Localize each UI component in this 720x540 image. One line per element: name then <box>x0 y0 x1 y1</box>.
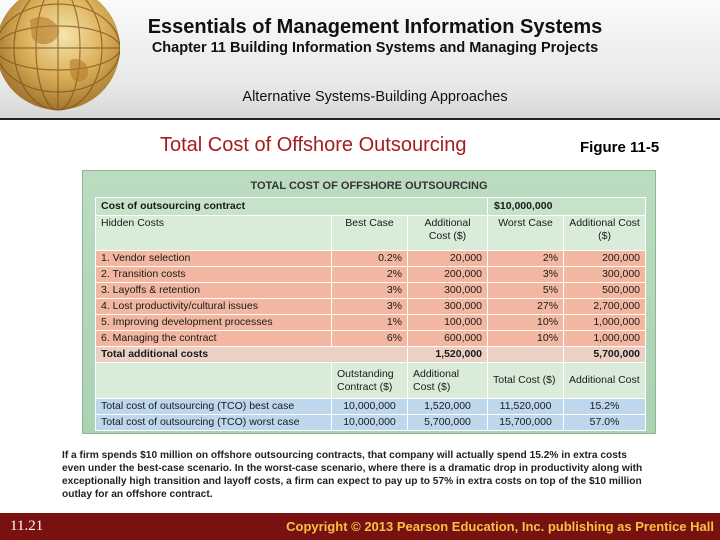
total-worst: 5,700,000 <box>564 347 646 363</box>
row-best-pct: 1% <box>332 315 408 331</box>
contract-cost-row <box>96 198 646 216</box>
cost-table-panel <box>82 170 656 434</box>
figure-caption: If a firm spends $10 million on offshore outsourcing contracts, that company will actually spend 15.2% in extra costs even under the best-case scenario. In the worst-case scenario, where there is a dramatic drop in productivity along with exceptionally high transition and layoff costs, a firm can expect to pay up to 57% in extra costs on top of the $10 million outlay for an offshore contract. <box>62 450 643 500</box>
row-best-cost: 200,000 <box>408 267 488 283</box>
row-best-pct: 0.2% <box>332 251 408 267</box>
row-best-cost: 20,000 <box>408 251 488 267</box>
row-best-cost: 600,000 <box>408 331 488 347</box>
header-additional-pct: Additional Cost <box>564 363 646 399</box>
total-spacer <box>488 347 564 363</box>
table-row <box>96 315 646 331</box>
row-label: 6. Managing the contract <box>96 331 332 347</box>
table-row <box>96 331 646 347</box>
slide-title: Total Cost of Offshore Outsourcing <box>160 134 467 156</box>
total-row <box>96 347 646 363</box>
row-worst-pct: 27% <box>488 299 564 315</box>
row-best-pct: 3% <box>332 283 408 299</box>
table-row <box>96 283 646 299</box>
total-best: 1,520,000 <box>408 347 488 363</box>
contract-label: Cost of outsourcing contract <box>96 198 488 216</box>
tco-contract: 10,000,000 <box>332 415 408 431</box>
row-worst-pct: 5% <box>488 283 564 299</box>
row-label: 1. Vendor selection <box>96 251 332 267</box>
tco-header-blank <box>96 363 332 399</box>
contract-value: $10,000,000 <box>488 198 646 216</box>
tco-best-row <box>96 399 646 415</box>
row-worst-cost: 1,000,000 <box>564 315 646 331</box>
chapter-title: Chapter 11 Building Information Systems and Managing Projects <box>151 40 599 56</box>
header-total-cost: Total Cost ($) <box>488 363 564 399</box>
header-hidden-costs: Hidden Costs <box>96 216 332 251</box>
row-worst-pct: 3% <box>488 267 564 283</box>
row-best-pct: 6% <box>332 331 408 347</box>
header-worst-case: Worst Case <box>488 216 564 251</box>
slide-header <box>0 0 720 120</box>
table-row <box>96 299 646 315</box>
row-best-pct: 2% <box>332 267 408 283</box>
row-label: 4. Lost productivity/cultural issues <box>96 299 332 315</box>
tco-total: 15,700,000 <box>488 415 564 431</box>
row-best-pct: 3% <box>332 299 408 315</box>
tco-additional: 1,520,000 <box>408 399 488 415</box>
row-worst-pct: 10% <box>488 331 564 347</box>
copyright-notice: Copyright © 2013 Pearson Education, Inc. publishing as Prentice Hall <box>286 519 714 534</box>
row-best-cost: 300,000 <box>408 283 488 299</box>
table-header-row <box>96 216 646 251</box>
figure-label: Figure 11-5 <box>580 139 660 156</box>
row-worst-cost: 300,000 <box>564 267 646 283</box>
tco-label: Total cost of outsourcing (TCO) best case <box>96 399 332 415</box>
tco-additional: 5,700,000 <box>408 415 488 431</box>
tco-total: 11,520,000 <box>488 399 564 415</box>
row-worst-cost: 200,000 <box>564 251 646 267</box>
header-worst-additional: Additional Cost ($) <box>564 216 646 251</box>
tco-pct: 15.2% <box>564 399 646 415</box>
tco-pct: 57.0% <box>564 415 646 431</box>
row-label: 2. Transition costs <box>96 267 332 283</box>
table-row <box>96 267 646 283</box>
row-best-cost: 100,000 <box>408 315 488 331</box>
header-best-case: Best Case <box>332 216 408 251</box>
row-worst-pct: 10% <box>488 315 564 331</box>
header-best-additional: Additional Cost ($) <box>408 216 488 251</box>
row-worst-cost: 1,000,000 <box>564 331 646 347</box>
table-title: TOTAL COST OF OFFSHORE OUTSOURCING <box>250 180 488 192</box>
section-title: Alternative Systems-Building Approaches <box>242 89 508 105</box>
table-row <box>96 251 646 267</box>
row-worst-cost: 2,700,000 <box>564 299 646 315</box>
tco-worst-row <box>96 415 646 431</box>
course-title: Essentials of Management Information Systems <box>147 16 603 38</box>
tco-header-row <box>96 363 646 399</box>
page-number: 11.21 <box>10 518 44 534</box>
row-worst-pct: 2% <box>488 251 564 267</box>
header-outstanding-contract: Outstanding Contract ($) <box>332 363 408 399</box>
offshore-cost-table <box>95 197 646 431</box>
total-label: Total additional costs <box>96 347 408 363</box>
tco-contract: 10,000,000 <box>332 399 408 415</box>
tco-label: Total cost of outsourcing (TCO) worst case <box>96 415 332 431</box>
row-label: 3. Layoffs & retention <box>96 283 332 299</box>
row-worst-cost: 500,000 <box>564 283 646 299</box>
slide-footer <box>0 513 720 540</box>
header-tco-additional: Additional Cost ($) <box>408 363 488 399</box>
header-divider <box>0 118 720 120</box>
row-label: 5. Improving development processes <box>96 315 332 331</box>
row-best-cost: 300,000 <box>408 299 488 315</box>
